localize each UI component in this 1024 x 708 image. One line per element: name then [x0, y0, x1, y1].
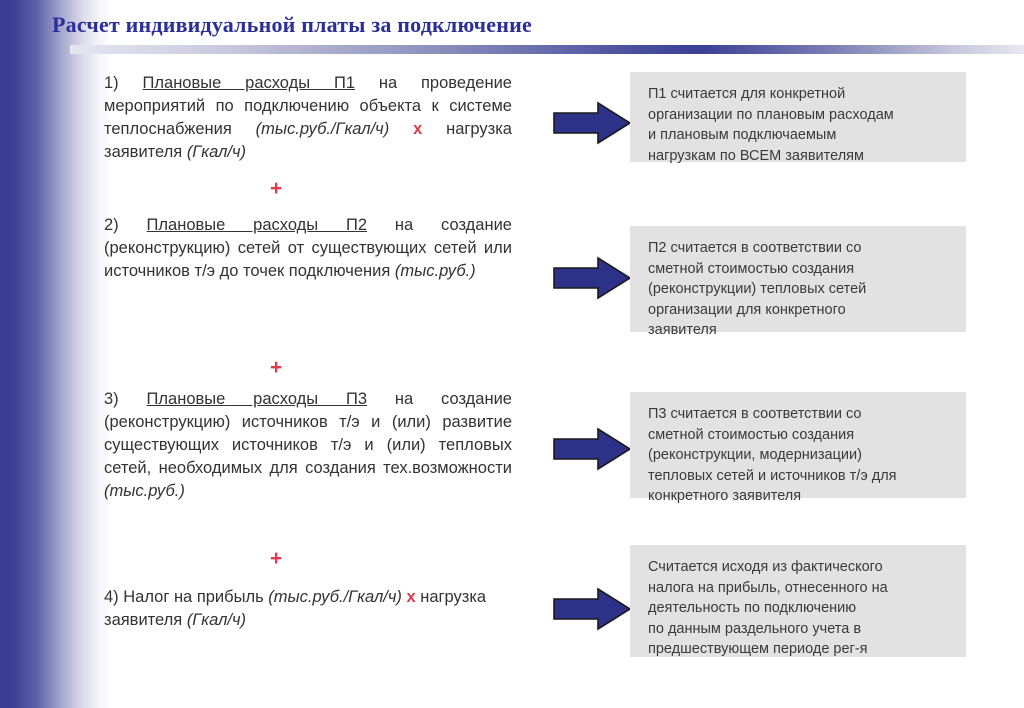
formula-1-text-a: на проведение мероприятий по подключению объекта к системе теплоснабжения [104, 74, 512, 138]
callout-box-tax [630, 545, 966, 657]
callout-p3-line-1: П3 считается в соответствии со [648, 406, 862, 422]
plus-separator-2: + [270, 356, 283, 379]
left-gradient-stripe [0, 0, 112, 708]
callout-p3-line-5: конкретного заявителя [648, 488, 802, 504]
callout-p1-line-1: П1 считается для конкретной [648, 86, 846, 102]
formula-1-number: 1) [104, 74, 119, 92]
formula-4-text-b: нагрузка заявителя [104, 588, 487, 629]
right-arrow-icon-4 [552, 586, 632, 632]
formula-block-4 [104, 586, 512, 632]
formula-3-text-a: на создание (реконструкцию) источников т/э и (или) развитие существующих источников т/э и (или) тепловых сетей, необходимых для создания тех.возможности [104, 390, 512, 477]
callout-p2-line-1: П2 считается в соответствии со [648, 240, 862, 256]
plus-separator-3: + [270, 547, 283, 570]
callout-box-p1 [630, 72, 966, 162]
callout-box-p3 [630, 392, 966, 504]
multiply-sign-1: x [413, 120, 423, 138]
formula-3-underlined: Плановые расходы П3 [146, 390, 368, 408]
formula-3-italic-a: (тыс.руб.) [104, 482, 185, 500]
formula-1-italic-a: (тыс.руб./Гкал/ч) [255, 120, 390, 138]
formula-block-3 [104, 388, 512, 503]
callout-tax-line-2: налога на прибыль, отнесенного на [648, 579, 888, 596]
right-arrow-icon-1 [552, 100, 632, 146]
callout-p2-line-4: организации для конкретного [648, 301, 846, 318]
formula-3-number: 3) [104, 390, 119, 408]
callout-tax-line-4: по данным раздельного учета в [648, 620, 862, 637]
plus-separator-1: + [270, 177, 283, 200]
callout-p2-line-3: (реконструкции) тепловых сетей [648, 281, 867, 297]
callout-p3-line-2: сметной стоимостью создания [648, 426, 855, 443]
formula-block-1 [104, 72, 512, 164]
callout-box-p2 [630, 226, 966, 338]
formula-1-underlined: Плановые расходы П1 [142, 74, 355, 92]
callout-p1-line-4: нагрузкам по ВСЕМ заявителям [648, 147, 864, 164]
formula-2-number: 2) [104, 216, 119, 234]
formula-2-text-a: на создание (реконструкцию) сетей от существующих сетей или источников т/э до точек подключения [104, 216, 512, 280]
formula-2-underlined: Плановые расходы П2 [146, 216, 368, 234]
callout-p1-line-3: и плановым подключаемым [648, 127, 837, 143]
callout-tax-line-3: деятельность по подключению [648, 600, 857, 616]
callout-p2-line-2: сметной стоимостью создания [648, 260, 855, 277]
formula-4-italic-b: (Гкал/ч) [186, 611, 246, 629]
formula-4-text-a: Налог на прибыль [123, 588, 269, 606]
title-underline-rule [70, 45, 1024, 54]
callout-p2-line-5: заявителя [648, 322, 717, 338]
right-arrow-icon-2 [552, 255, 632, 301]
page-title: Расчет индивидуальной платы за подключение [52, 12, 532, 37]
callout-tax-line-1: Считается исходя из фактического [648, 559, 883, 575]
callout-p3-line-4: тепловых сетей и источников т/э для [648, 467, 897, 484]
formula-1-italic-b: (Гкал/ч) [186, 143, 246, 161]
formula-block-2 [104, 214, 512, 283]
formula-4-italic-a: (тыс.руб./Гкал/ч) [268, 588, 402, 606]
right-arrow-icon-3 [552, 426, 632, 472]
formula-4-number: 4) [104, 588, 119, 606]
callout-p3-line-3: (реконструкции, модернизации) [648, 447, 862, 463]
multiply-sign-4: x [406, 588, 416, 606]
formula-2-italic-a: (тыс.руб.) [394, 262, 476, 280]
callout-tax-line-5: предшествующем периоде рег-я [648, 641, 868, 657]
formula-1-text-b: нагрузка заявителя [104, 120, 512, 161]
callout-p1-line-2: организации по плановым расходам [648, 106, 894, 123]
